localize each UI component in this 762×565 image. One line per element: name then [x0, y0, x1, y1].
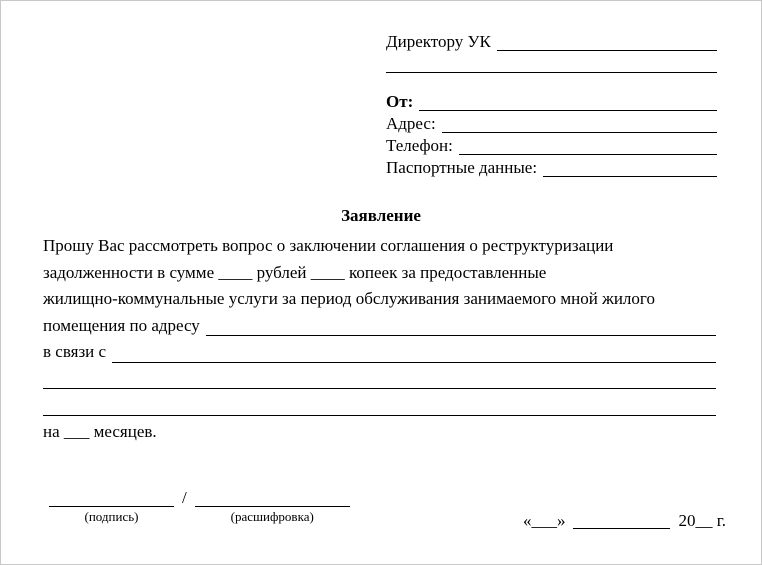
premises-address-blank-line	[206, 335, 716, 336]
document-title: Заявление	[341, 206, 421, 225]
blank-line	[43, 415, 716, 416]
director-blank-line	[497, 50, 717, 51]
signature-slash: /	[182, 488, 187, 507]
recipient-name-blank-line	[386, 72, 717, 73]
from-label: От:	[386, 92, 414, 111]
signature-blank-line	[49, 488, 174, 507]
from-blank-line	[419, 110, 717, 111]
director-label: Директору УК	[386, 32, 491, 51]
decryption-column	[195, 488, 350, 524]
reason-label: в связи с	[43, 342, 107, 361]
phone-blank-line	[459, 154, 717, 155]
passport-line	[386, 157, 717, 179]
footer	[43, 488, 726, 551]
decryption-caption: (расшифровка)	[230, 509, 314, 524]
date-month-blank-line	[573, 525, 670, 529]
premises-address-label: помещения по адресу	[43, 315, 200, 335]
extra-blank-line-1	[43, 366, 716, 393]
body-text: Прошу Вас рассмотреть вопрос о заключении соглашения о реструктуризации	[43, 236, 614, 255]
address-blank-line	[442, 132, 717, 133]
body-text: задолженности в сумме ____ рублей ____ копеек за предоставленные	[43, 262, 547, 282]
body-line-3	[43, 286, 716, 313]
date-block	[497, 488, 726, 551]
signature-block	[49, 488, 350, 524]
signature-caption: (подпись)	[84, 509, 139, 524]
months-text: на ___ месяцев.	[43, 421, 157, 441]
date-year: 20__ г.	[678, 511, 726, 530]
phone-label: Телефон:	[386, 136, 453, 155]
phone-line	[386, 135, 717, 157]
premises-address-line	[43, 313, 716, 340]
extra-blank-line-2	[43, 392, 716, 419]
reason-line	[43, 339, 716, 366]
months-line	[43, 419, 716, 446]
passport-label: Паспортные данные:	[386, 158, 538, 177]
address-label: Адрес:	[386, 114, 436, 133]
request-body	[43, 233, 716, 445]
address-line	[386, 113, 717, 135]
signature-column	[49, 488, 174, 524]
director-line	[386, 31, 717, 53]
blank-line	[43, 388, 716, 389]
date-day-blank: «___»	[522, 511, 566, 530]
body-line-1	[43, 233, 716, 260]
decryption-blank-line	[195, 488, 350, 507]
reason-blank-line	[112, 362, 716, 363]
body-text: жилищно-коммунальные услуги за период обслуживания занимаемого мной жилого	[43, 289, 655, 308]
recipient-name-line	[386, 53, 717, 75]
body-line-2	[43, 260, 716, 287]
recipient-block	[386, 31, 717, 179]
passport-blank-line	[543, 176, 717, 177]
from-line	[386, 91, 717, 113]
